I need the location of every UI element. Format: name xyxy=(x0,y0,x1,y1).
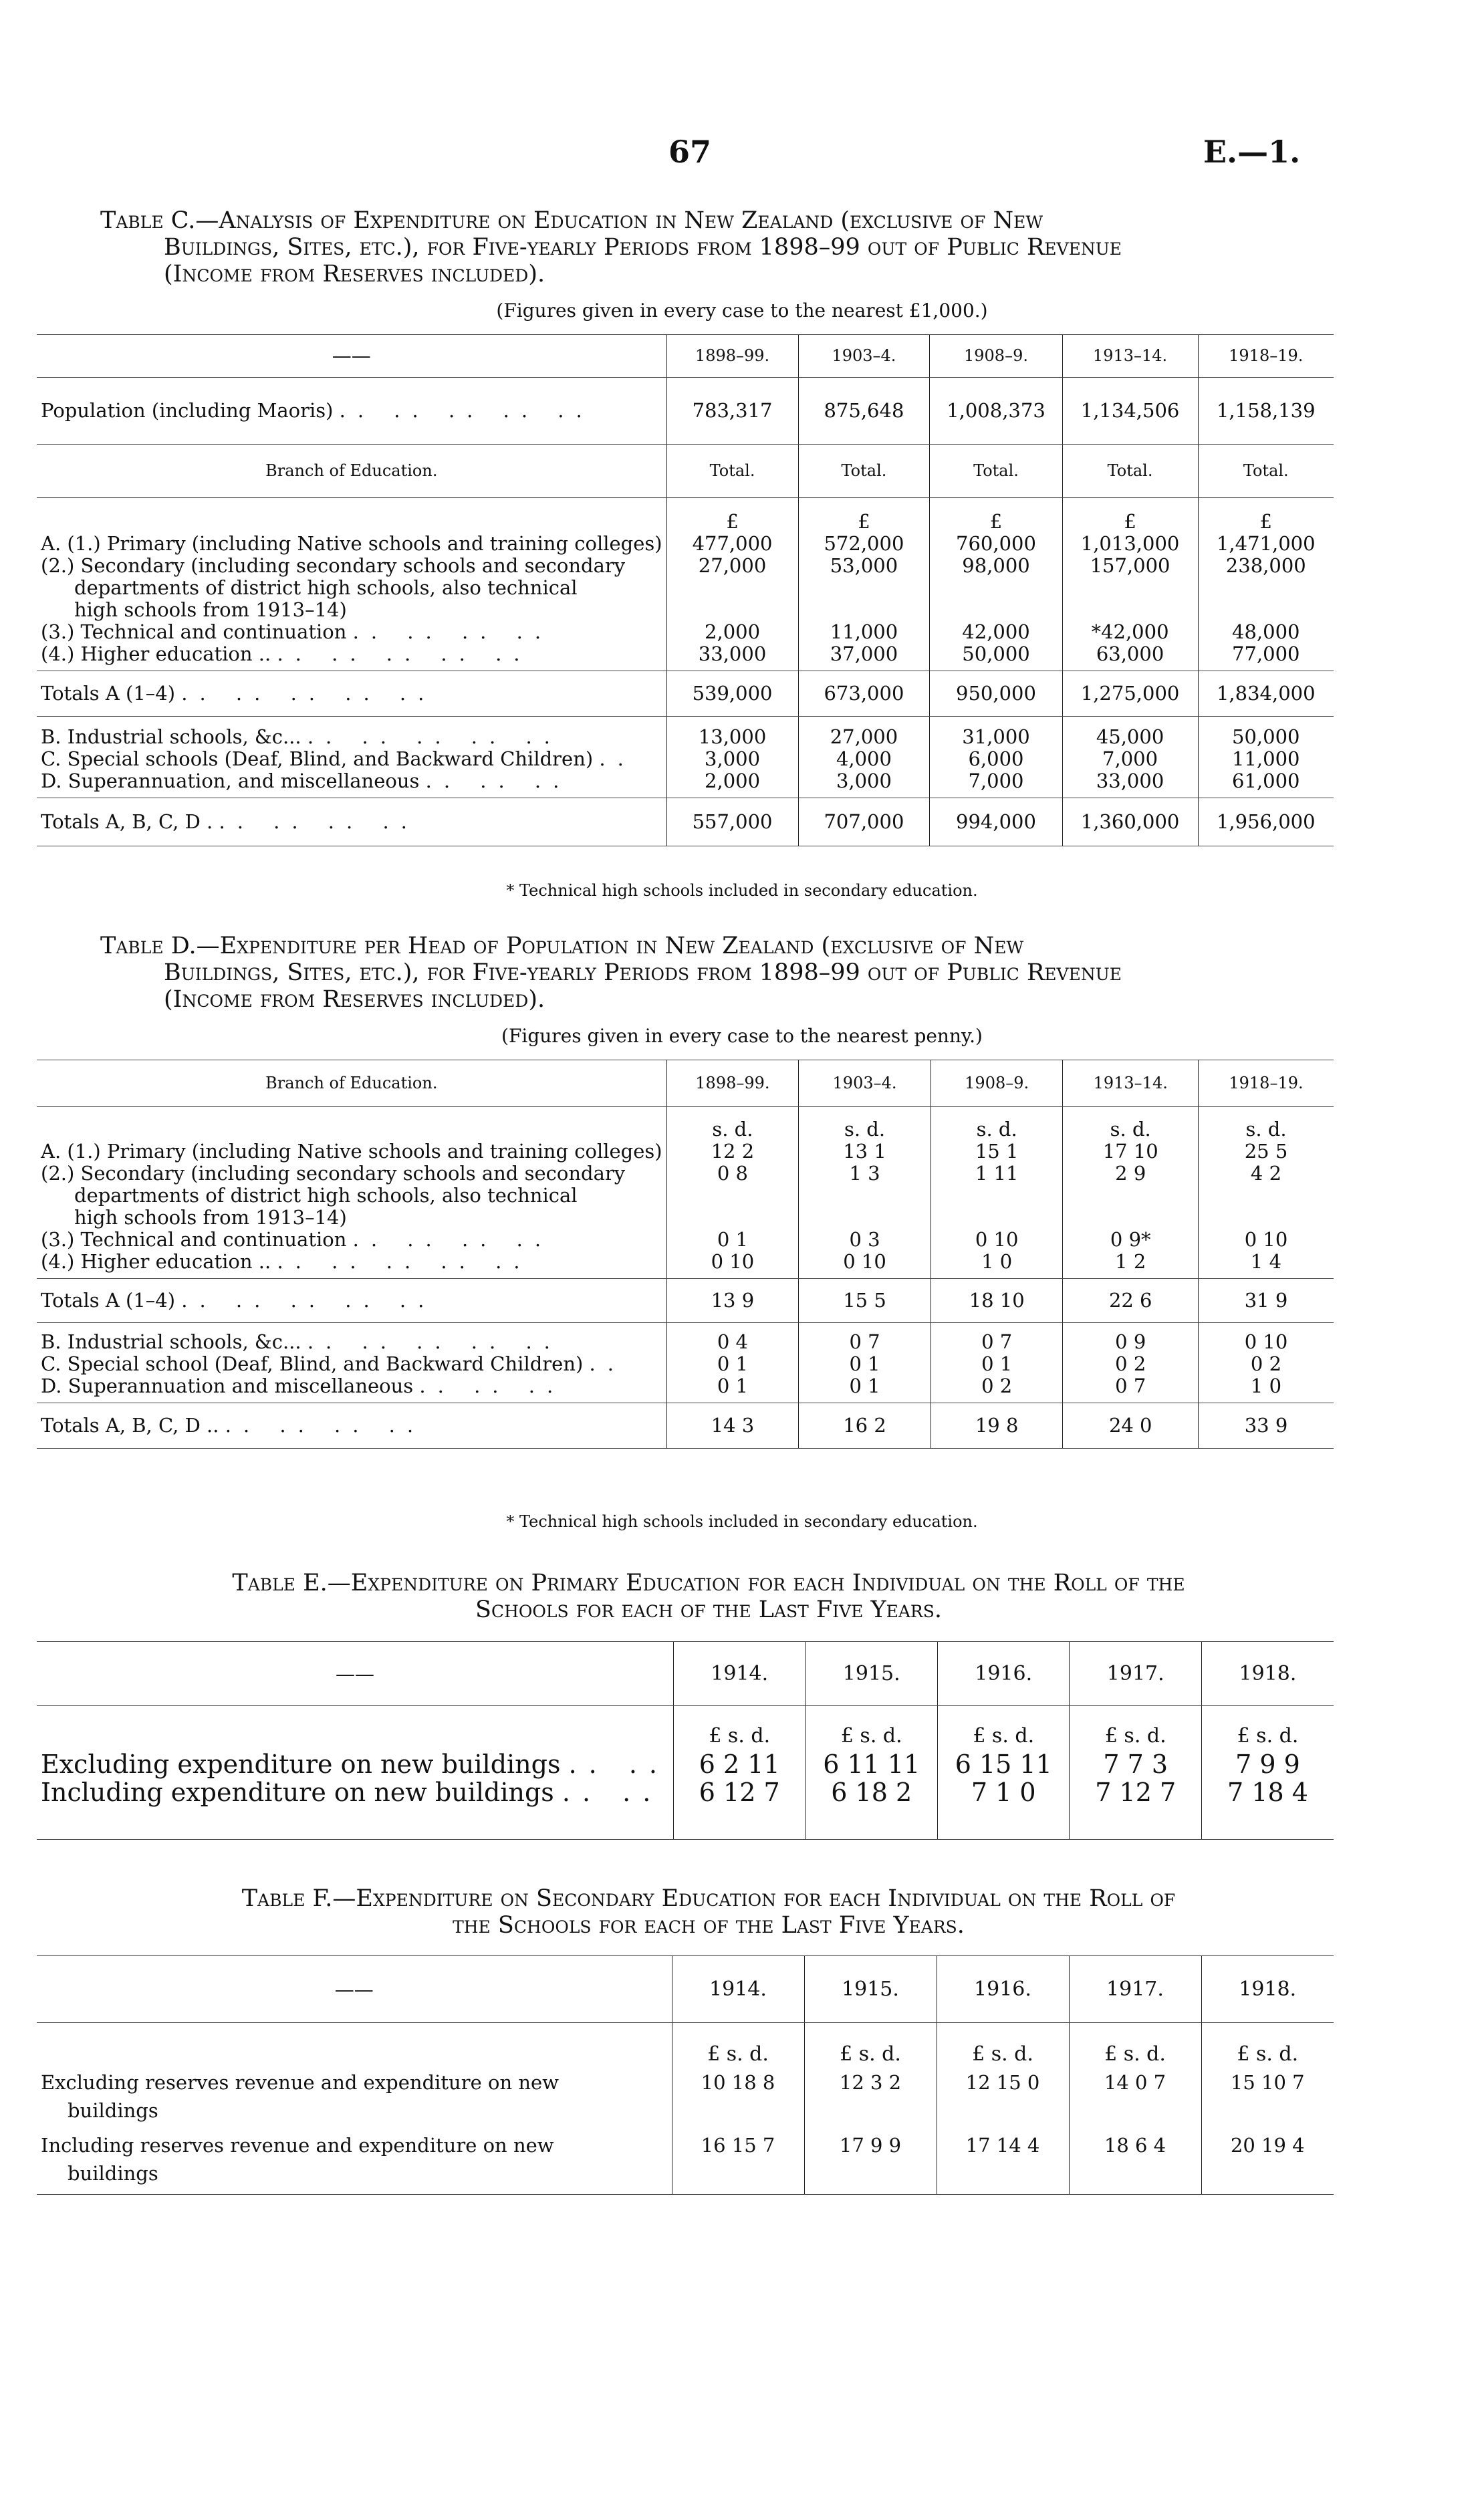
cell: 45,000 xyxy=(1062,716,1198,748)
cell: 12 2 xyxy=(666,1141,799,1163)
cell: 0 3 xyxy=(799,1229,931,1251)
row-label: D. Superannuation and miscellaneous .. .. .. xyxy=(37,1375,666,1403)
cell: 157,000 xyxy=(1062,555,1198,621)
cell: 31,000 xyxy=(930,716,1062,748)
table-row xyxy=(37,1163,1334,1229)
cell: 0 10 xyxy=(666,1251,799,1279)
table-row xyxy=(37,1251,1334,1279)
cell: 14 3 xyxy=(666,1403,799,1448)
cell: 50,000 xyxy=(930,643,1062,671)
population-value: 1,008,373 xyxy=(930,378,1062,445)
row-label: A. (1.) Primary (including Native schools and training colleges) xyxy=(41,531,662,555)
cell: 20 19 4 xyxy=(1201,2125,1334,2195)
table-row xyxy=(37,1778,1334,1840)
row-label: Including expenditure on new buildings .. .. xyxy=(37,1778,673,1840)
unit-label: £ s. d. xyxy=(1070,1706,1202,1750)
table-row xyxy=(37,1278,1334,1322)
cell: 557,000 xyxy=(666,798,798,846)
unit-label: £ s. d. xyxy=(1069,2023,1201,2068)
population-value: 1,134,506 xyxy=(1062,378,1198,445)
cell: 0 2 xyxy=(1063,1353,1199,1375)
population-value: 875,648 xyxy=(798,378,930,445)
cell: 37,000 xyxy=(798,643,930,671)
year-header: 1916. xyxy=(937,1642,1070,1706)
currency-symbol: £ xyxy=(798,498,930,533)
cell: 0 9* xyxy=(1063,1229,1199,1251)
table-e xyxy=(37,1641,1334,1840)
row-label: (4.) Higher education .. .. .. .. .. .. xyxy=(37,643,666,671)
unit-label: £ s. d. xyxy=(937,1706,1070,1750)
cell: 22 6 xyxy=(1063,1278,1199,1322)
row-label: (3.) Technical and continuation .. .. .. .. xyxy=(41,620,553,643)
year-header: 1914. xyxy=(673,1642,806,1706)
year-header: 1918. xyxy=(1201,1642,1334,1706)
cell: 7 9 9 xyxy=(1201,1750,1334,1778)
row-label: Excluding reserves revenue and expenditure on new buildings xyxy=(41,2070,559,2122)
table-row xyxy=(37,555,1334,621)
cell: 98,000 xyxy=(930,555,1062,621)
table-d-footnote: * Technical high schools included in secondary education. xyxy=(506,1512,978,1531)
table-row xyxy=(37,533,1334,555)
row-label: C. Special school (Deaf, Blind, and Backward Children) .. xyxy=(41,1352,626,1375)
total-header: Total. xyxy=(666,445,798,498)
population-label: Population (including Maoris) .. .. .. .. .. xyxy=(37,378,666,445)
header-dash: —— xyxy=(37,335,666,378)
cell: 10 18 8 xyxy=(672,2068,804,2125)
year-header: 1918–19. xyxy=(1198,1060,1334,1107)
cell: 6 15 11 xyxy=(937,1750,1070,1778)
table-d-subtitle: (Figures given in every case to the nearest penny.) xyxy=(501,1025,983,1047)
cell: 0 9 xyxy=(1063,1322,1199,1353)
year-header: 1898–99. xyxy=(666,1060,799,1107)
table-row xyxy=(37,671,1334,716)
row-label: B. Industrial schools, &c... .. .. .. .. .. xyxy=(41,1330,562,1353)
table-c xyxy=(37,334,1334,846)
table-c-footnote: * Technical high schools included in secondary education. xyxy=(506,881,978,900)
unit-label: £ s. d. xyxy=(937,2023,1069,2068)
cell: 1 0 xyxy=(1198,1375,1334,1403)
cell: 14 0 7 xyxy=(1069,2068,1201,2125)
cell: 17 14 4 xyxy=(937,2125,1069,2195)
cell: 27,000 xyxy=(798,716,930,748)
cell: 1 0 xyxy=(931,1251,1063,1279)
year-header: 1898–99. xyxy=(666,335,798,378)
cell: 33,000 xyxy=(1062,770,1198,798)
cell: 6,000 xyxy=(930,748,1062,770)
table-row xyxy=(37,1353,1334,1375)
cell: 11,000 xyxy=(798,621,930,643)
cell: 11,000 xyxy=(1198,748,1334,770)
unit-label: s. d. xyxy=(1198,1107,1334,1141)
table-row xyxy=(37,2068,1334,2125)
cell: 13,000 xyxy=(666,716,798,748)
table-row xyxy=(37,1375,1334,1403)
table-row xyxy=(37,1141,1334,1163)
table-row xyxy=(37,748,1334,770)
cell: 0 2 xyxy=(931,1375,1063,1403)
row-label: (4.) Higher education .. .. .. .. .. .. xyxy=(37,1251,666,1279)
cell: 539,000 xyxy=(666,671,798,716)
cell: 1,013,000 xyxy=(1062,533,1198,555)
currency-symbol: £ xyxy=(1198,498,1334,533)
row-label: (3.) Technical and continuation .. .. .. .. xyxy=(41,1227,553,1251)
cell: 7 7 3 xyxy=(1070,1750,1202,1778)
cell: 6 11 11 xyxy=(806,1750,938,1778)
cell: 17 10 xyxy=(1063,1141,1199,1163)
cell: 31 9 xyxy=(1198,1278,1334,1322)
row-label: C. Special schools (Deaf, Blind, and Backward Children) .. xyxy=(41,747,636,770)
row-label: Totals A, B, C, D . .. .. .. .. xyxy=(37,798,666,846)
year-header: 1908–9. xyxy=(930,335,1062,378)
year-header: 1913–14. xyxy=(1062,335,1198,378)
cell: 53,000 xyxy=(798,555,930,621)
cell: 0 7 xyxy=(799,1322,931,1353)
cell: 2,000 xyxy=(666,621,798,643)
table-e-title-line1: Table E.—Expenditure on Primary Education for each Individual on the Roll of the xyxy=(232,1570,1185,1596)
row-label: Totals A (1–4) .. .. .. .. .. xyxy=(37,1278,666,1322)
row-label: Excluding expenditure on new buildings .. .. xyxy=(41,1749,669,1779)
row-label: Including reserves revenue and expenditure on new buildings xyxy=(37,2125,672,2195)
cell: 0 10 xyxy=(931,1229,1063,1251)
table-row xyxy=(37,798,1334,846)
cell: 1,275,000 xyxy=(1062,671,1198,716)
cell: 77,000 xyxy=(1198,643,1334,671)
cell: 572,000 xyxy=(798,533,930,555)
unit-label: £ s. d. xyxy=(1201,1706,1334,1750)
table-f-title xyxy=(100,1885,1317,1939)
year-header: 1908–9. xyxy=(931,1060,1063,1107)
row-label: (2.) Secondary (including secondary schools and secondary departments of district high schools, also technical high schools from 1913–14) xyxy=(41,1161,626,1229)
cell: 50,000 xyxy=(1198,716,1334,748)
row-label: (2.) Secondary (including secondary schools and secondary departments of district high schools, also technical high schools from 1913–14) xyxy=(41,554,626,621)
year-header: 1916. xyxy=(937,1956,1069,2023)
row-label: B. Industrial schools, &c... .. .. .. .. .. xyxy=(41,725,562,748)
cell: 63,000 xyxy=(1062,643,1198,671)
table-d-title xyxy=(100,933,1317,1013)
cell: 3,000 xyxy=(666,748,798,770)
cell: 0 1 xyxy=(799,1353,931,1375)
table-row xyxy=(37,1750,1334,1778)
year-header: 1918–19. xyxy=(1198,335,1334,378)
cell: 16 15 7 xyxy=(672,2125,804,2195)
cell: 950,000 xyxy=(930,671,1062,716)
cell: 61,000 xyxy=(1198,770,1334,798)
unit-label: s. d. xyxy=(1063,1107,1199,1141)
cell: 3,000 xyxy=(798,770,930,798)
table-row xyxy=(37,621,1334,643)
table-d-title-line2: Buildings, Sites, etc.), for Five-yearly Periods from 1898–99 out of Public Revenue xyxy=(164,959,1122,986)
cell: 19 8 xyxy=(931,1403,1063,1448)
header-dash: —— xyxy=(37,1956,672,2023)
year-header: 1914. xyxy=(672,1956,804,2023)
year-header: 1913–14. xyxy=(1063,1060,1199,1107)
table-c-title-line1: Table C.—Analysis of Expenditure on Education in New Zealand (exclusive of New xyxy=(100,207,1043,234)
cell: 1 2 xyxy=(1063,1251,1199,1279)
cell: 0 1 xyxy=(931,1353,1063,1375)
cell: 18 6 4 xyxy=(1069,2125,1201,2195)
branch-header: Branch of Education. xyxy=(37,1060,666,1107)
cell: 33,000 xyxy=(666,643,798,671)
cell: 7,000 xyxy=(930,770,1062,798)
cell: 4,000 xyxy=(798,748,930,770)
year-header: 1915. xyxy=(806,1642,938,1706)
cell: 0 4 xyxy=(666,1322,799,1353)
currency-symbol: £ xyxy=(666,498,798,533)
unit-label: £ s. d. xyxy=(806,1706,938,1750)
cell: 6 12 7 xyxy=(673,1778,806,1840)
cell: 0 1 xyxy=(666,1353,799,1375)
year-header: 1903–4. xyxy=(799,1060,931,1107)
total-header: Total. xyxy=(1198,445,1334,498)
cell: 0 1 xyxy=(666,1375,799,1403)
year-header: 1917. xyxy=(1070,1642,1202,1706)
cell: 0 10 xyxy=(1198,1229,1334,1251)
unit-label: s. d. xyxy=(666,1107,799,1141)
population-value: 783,317 xyxy=(666,378,798,445)
cell: 0 2 xyxy=(1198,1353,1334,1375)
cell: 0 7 xyxy=(931,1322,1063,1353)
cell: 707,000 xyxy=(798,798,930,846)
population-value: 1,158,139 xyxy=(1198,378,1334,445)
cell: 2,000 xyxy=(666,770,798,798)
cell: 1,360,000 xyxy=(1062,798,1198,846)
table-d xyxy=(37,1060,1334,1449)
cell: 0 10 xyxy=(1198,1322,1334,1353)
table-row xyxy=(37,1229,1334,1251)
table-row xyxy=(37,716,1334,748)
row-label: A. (1.) Primary (including Native schools and training colleges) xyxy=(41,1139,662,1163)
cell: 18 10 xyxy=(931,1278,1063,1322)
cell: 1,834,000 xyxy=(1198,671,1334,716)
cell: 0 8 xyxy=(666,1163,799,1229)
cell: 6 2 11 xyxy=(673,1750,806,1778)
table-row xyxy=(37,2125,1334,2195)
cell: 27,000 xyxy=(666,555,798,621)
currency-symbol: £ xyxy=(1062,498,1198,533)
total-header: Total. xyxy=(1062,445,1198,498)
branch-header: Branch of Education. xyxy=(37,445,666,498)
cell: 0 1 xyxy=(666,1229,799,1251)
cell: 1,471,000 xyxy=(1198,533,1334,555)
cell: 238,000 xyxy=(1198,555,1334,621)
cell: 6 18 2 xyxy=(806,1778,938,1840)
total-header: Total. xyxy=(930,445,1062,498)
cell: 7 1 0 xyxy=(937,1778,1070,1840)
header-dash: —— xyxy=(37,1642,673,1706)
currency-symbol: £ xyxy=(930,498,1062,533)
cell: 15 5 xyxy=(799,1278,931,1322)
cell: 760,000 xyxy=(930,533,1062,555)
cell: 25 5 xyxy=(1198,1141,1334,1163)
table-d-title-line3: (Income from Reserves included). xyxy=(164,986,545,1013)
table-row xyxy=(37,1322,1334,1353)
cell: 4 2 xyxy=(1198,1163,1334,1229)
row-label: D. Superannuation, and miscellaneous .. .. .. xyxy=(37,770,666,798)
year-header: 1903–4. xyxy=(798,335,930,378)
table-f-title-line1: Table F.—Expenditure on Secondary Education for each Individual on the Roll of xyxy=(241,1885,1176,1912)
table-row xyxy=(37,643,1334,671)
cell: 33 9 xyxy=(1198,1403,1334,1448)
cell: 0 7 xyxy=(1063,1375,1199,1403)
unit-label: £ s. d. xyxy=(1201,2023,1334,2068)
cell: *42,000 xyxy=(1062,621,1198,643)
year-header: 1915. xyxy=(804,1956,937,2023)
table-e-title-line2: Schools for each of the Last Five Years. xyxy=(475,1596,943,1623)
cell: 42,000 xyxy=(930,621,1062,643)
cell: 1 3 xyxy=(799,1163,931,1229)
table-c-title-line2: Buildings, Sites, etc.), for Five-yearly Periods from 1898–99 out of Public Revenue xyxy=(164,234,1122,261)
cell: 24 0 xyxy=(1063,1403,1199,1448)
cell: 2 9 xyxy=(1063,1163,1199,1229)
cell: 1 11 xyxy=(931,1163,1063,1229)
unit-label: £ s. d. xyxy=(673,1706,806,1750)
cell: 48,000 xyxy=(1198,621,1334,643)
page-number: 67 xyxy=(668,134,712,170)
cell: 12 15 0 xyxy=(937,2068,1069,2125)
cell: 16 2 xyxy=(799,1403,931,1448)
table-e-title xyxy=(100,1570,1317,1623)
table-f xyxy=(37,1955,1334,2195)
cell: 477,000 xyxy=(666,533,798,555)
year-header: 1918. xyxy=(1201,1956,1334,2023)
cell: 0 10 xyxy=(799,1251,931,1279)
table-f-title-line2: the Schools for each of the Last Five Years. xyxy=(453,1912,965,1939)
cell: 0 1 xyxy=(799,1375,931,1403)
table-row xyxy=(37,1403,1334,1448)
table-c-subtitle: (Figures given in every case to the nearest £1,000.) xyxy=(496,300,988,322)
unit-label: £ s. d. xyxy=(672,2023,804,2068)
row-label: Totals A, B, C, D .. .. .. .. .. xyxy=(37,1403,666,1448)
cell: 7,000 xyxy=(1062,748,1198,770)
cell: 13 9 xyxy=(666,1278,799,1322)
cell: 15 1 xyxy=(931,1141,1063,1163)
cell: 12 3 2 xyxy=(804,2068,937,2125)
unit-label: s. d. xyxy=(931,1107,1063,1141)
document-code: E.—1. xyxy=(1203,134,1301,170)
unit-label: £ s. d. xyxy=(804,2023,937,2068)
cell: 15 10 7 xyxy=(1201,2068,1334,2125)
cell: 17 9 9 xyxy=(804,2125,937,2195)
cell: 1,956,000 xyxy=(1198,798,1334,846)
cell: 7 18 4 xyxy=(1201,1778,1334,1840)
cell: 673,000 xyxy=(798,671,930,716)
year-header: 1917. xyxy=(1069,1956,1201,2023)
table-row xyxy=(37,770,1334,798)
cell: 1 4 xyxy=(1198,1251,1334,1279)
table-c-title-line3: (Income from Reserves included). xyxy=(164,261,545,287)
cell: 994,000 xyxy=(930,798,1062,846)
total-header: Total. xyxy=(798,445,930,498)
table-c-title xyxy=(100,207,1317,287)
table-d-title-line1: Table D.—Expenditure per Head of Population in New Zealand (exclusive of New xyxy=(100,933,1024,959)
unit-label: s. d. xyxy=(799,1107,931,1141)
row-label: Totals A (1–4) .. .. .. .. .. xyxy=(37,671,666,716)
cell: 13 1 xyxy=(799,1141,931,1163)
cell: 7 12 7 xyxy=(1070,1778,1202,1840)
